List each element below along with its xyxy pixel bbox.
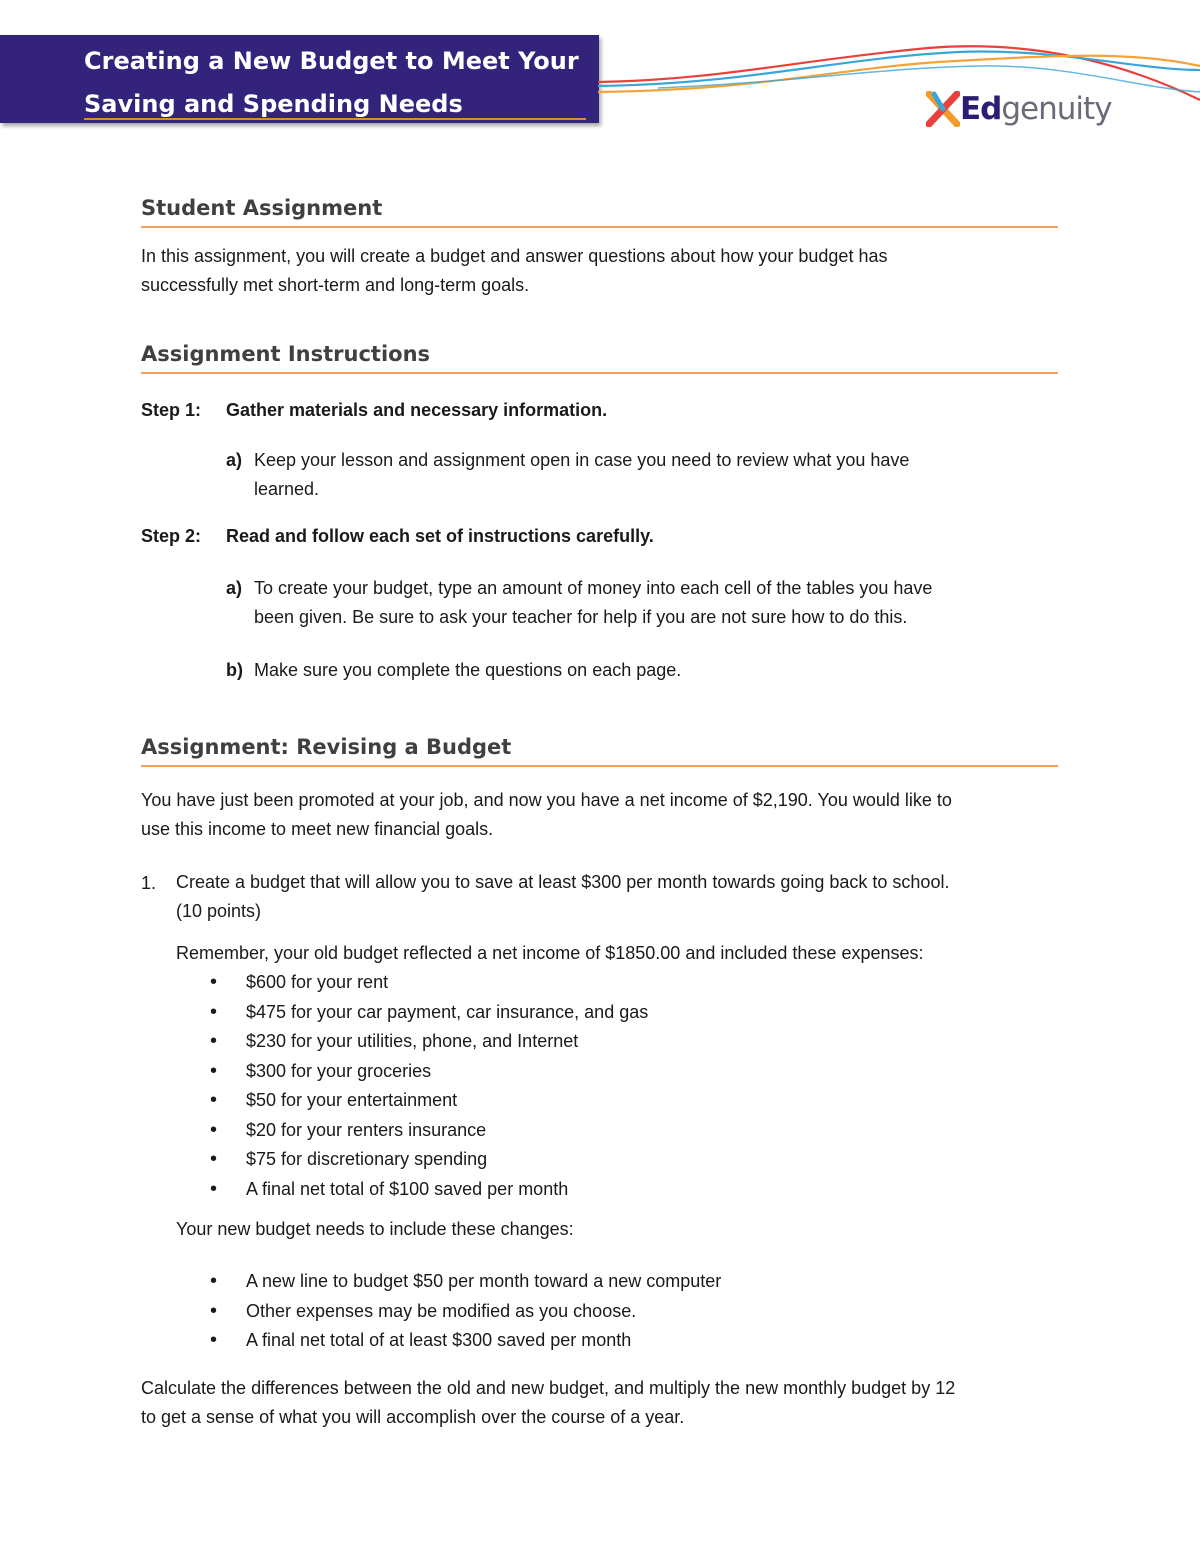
step-1-item-a-line-2: learned. <box>254 479 320 499</box>
list-item: • A final net total of $100 saved per month <box>176 1175 648 1205</box>
step-2-label: Step 2: <box>141 526 202 546</box>
title-underline <box>84 118 586 120</box>
list-item: • A final net total of at least $300 saved per month <box>176 1326 721 1356</box>
question-1-line-1: Create a budget that will allow you to save at least $300 per month towards going back to school. <box>176 872 950 892</box>
list-item: • Other expenses may be modified as you choose. <box>176 1297 721 1327</box>
step-1-text: Gather materials and necessary information. <box>226 400 608 420</box>
page-title-line-1: Creating a New Budget to Meet Your <box>84 47 579 75</box>
revising-intro-line-1: You have just been promoted at your job, and now you have a net income of $2,190. You would like to <box>141 790 952 810</box>
list-item: • $300 for your groceries <box>176 1057 648 1087</box>
step-2 <box>141 526 654 547</box>
list-item: • $75 for discretionary spending <box>176 1145 648 1175</box>
logo-wordmark: Edgenuity <box>960 91 1112 127</box>
heading-assignment-instructions: Assignment Instructions <box>141 342 1058 374</box>
revising-intro <box>141 786 1041 844</box>
question-1-points: (10 points) <box>176 901 262 921</box>
student-assignment-text <box>141 242 1041 300</box>
item-marker: a) <box>226 450 243 470</box>
item-marker: b) <box>226 660 243 680</box>
page-title-line-2: Saving and Spending Needs <box>84 90 463 118</box>
logo-x-icon <box>926 91 960 127</box>
step-2-item-a-line-2: been given. Be sure to ask your teacher for help if you are not sure how to do this. <box>254 607 908 627</box>
student-assignment-line-1: In this assignment, you will create a budget and answer questions about how your budget has <box>141 246 888 266</box>
old-expenses-list <box>176 968 648 1204</box>
calculate-instructions <box>141 1374 1041 1432</box>
step-1-item-a-line-1: Keep your lesson and assignment open in case you need to review what you have <box>254 450 910 470</box>
question-1-number: 1. <box>141 873 157 893</box>
calculate-line-2: to get a sense of what you will accomplish over the course of a year. <box>141 1407 685 1427</box>
list-item: • $20 for your renters insurance <box>176 1116 648 1146</box>
title-banner <box>0 35 599 123</box>
step-2-text: Read and follow each set of instructions carefully. <box>226 526 654 546</box>
changes-list <box>176 1267 721 1356</box>
heading-revising-budget: Assignment: Revising a Budget <box>141 735 1058 767</box>
step-2-item-b-line-1: Make sure you complete the questions on each page. <box>254 660 682 680</box>
list-item: • $50 for your entertainment <box>176 1086 648 1116</box>
step-2-item-b <box>226 656 1026 685</box>
edgenuity-logo <box>926 91 1112 127</box>
item-marker: a) <box>226 578 243 598</box>
list-item: • $475 for your car payment, car insurance, and gas <box>176 998 648 1028</box>
heading-student-assignment: Student Assignment <box>141 196 1058 228</box>
step-1 <box>141 400 607 421</box>
old-budget-intro: Remember, your old budget reflected a net income of $1850.00 and included these expenses: <box>176 943 924 963</box>
list-item: • $600 for your rent <box>176 968 648 998</box>
student-assignment-line-2: successfully met short-term and long-term goals. <box>141 275 530 295</box>
calculate-line-1: Calculate the differences between the old and new budget, and multiply the new monthly budget by 12 <box>141 1378 956 1398</box>
step-2-item-a-line-1: To create your budget, type an amount of money into each cell of the tables you have <box>254 578 933 598</box>
step-1-label: Step 1: <box>141 400 202 420</box>
revising-intro-line-2: use this income to meet new financial goals. <box>141 819 494 839</box>
step-1-item-a <box>226 446 1026 504</box>
changes-intro: Your new budget needs to include these changes: <box>176 1219 574 1239</box>
step-2-item-a <box>226 574 1026 632</box>
list-item: • A new line to budget $50 per month toward a new computer <box>176 1267 721 1297</box>
question-1-text <box>176 868 1056 926</box>
list-item: • $230 for your utilities, phone, and Internet <box>176 1027 648 1057</box>
